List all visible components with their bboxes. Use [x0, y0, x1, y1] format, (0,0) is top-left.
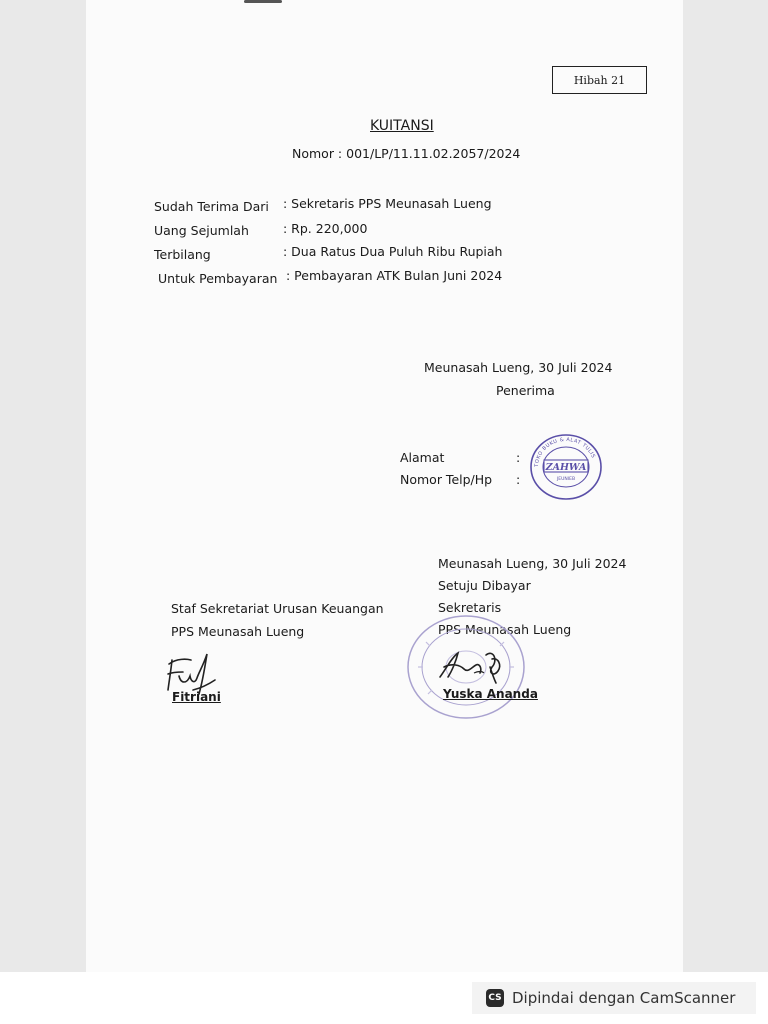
- camscanner-text: Dipindai dengan CamScanner: [512, 989, 736, 1007]
- telp-colon: :: [516, 472, 521, 487]
- receiver-role: Penerima: [496, 383, 555, 398]
- zahwa-sub: JEUNIEB: [556, 477, 576, 482]
- document-title: KUITANSI: [370, 118, 434, 134]
- approval-date: Meunasah Lueng, 30 Juli 2024: [438, 556, 627, 571]
- field-value-uang-sejumlah: : Rp. 220,000: [283, 221, 368, 236]
- document-number: Nomor : 001/LP/11.11.02.2057/2024: [292, 146, 521, 161]
- zahwa-stamp: [528, 432, 604, 502]
- zahwa-name: ZAHWA: [545, 462, 587, 473]
- staff-line1: Staf Sekretariat Urusan Keuangan: [171, 601, 384, 616]
- alamat-colon: :: [516, 450, 521, 465]
- telp-label: Nomor Telp/Hp: [400, 472, 493, 487]
- scan-edge-mark: [244, 0, 282, 3]
- camscanner-badge: [472, 982, 756, 1014]
- approval-signer-name: Yuska Ananda: [443, 687, 538, 701]
- alamat-label: Alamat: [400, 450, 445, 465]
- staff-line2: PPS Meunasah Lueng: [171, 624, 305, 639]
- field-value-terbilang: : Dua Ratus Dua Puluh Ribu Rupiah: [283, 244, 503, 259]
- field-label-uang-sejumlah: Uang Sejumlah: [154, 223, 249, 238]
- zahwa-ring-text: TOKO BUKU & ALAT TULIS: [533, 436, 597, 468]
- approval-line2: Sekretaris: [438, 600, 502, 615]
- field-label-sudah-terima: Sudah Terima Dari: [154, 199, 269, 214]
- receiver-date: Meunasah Lueng, 30 Juli 2024: [424, 360, 613, 375]
- field-value-untuk-pembayaran: : Pembayaran ATK Bulan Juni 2024: [286, 268, 503, 283]
- approval-line3: PPS Meunasah Lueng: [438, 622, 572, 637]
- field-label-terbilang: Terbilang: [154, 247, 211, 262]
- approval-line1: Setuju Dibayar: [438, 578, 531, 593]
- hibah-box: [552, 66, 647, 94]
- hibah-label: Hibah 21: [573, 73, 626, 87]
- staff-signer-name: Fitriani: [172, 690, 221, 704]
- signature-yuska: [434, 647, 512, 685]
- camscanner-logo-icon: CS: [486, 989, 504, 1007]
- field-value-sudah-terima: : Sekretaris PPS Meunasah Lueng: [283, 196, 492, 211]
- field-label-untuk-pembayaran: Untuk Pembayaran: [158, 271, 278, 286]
